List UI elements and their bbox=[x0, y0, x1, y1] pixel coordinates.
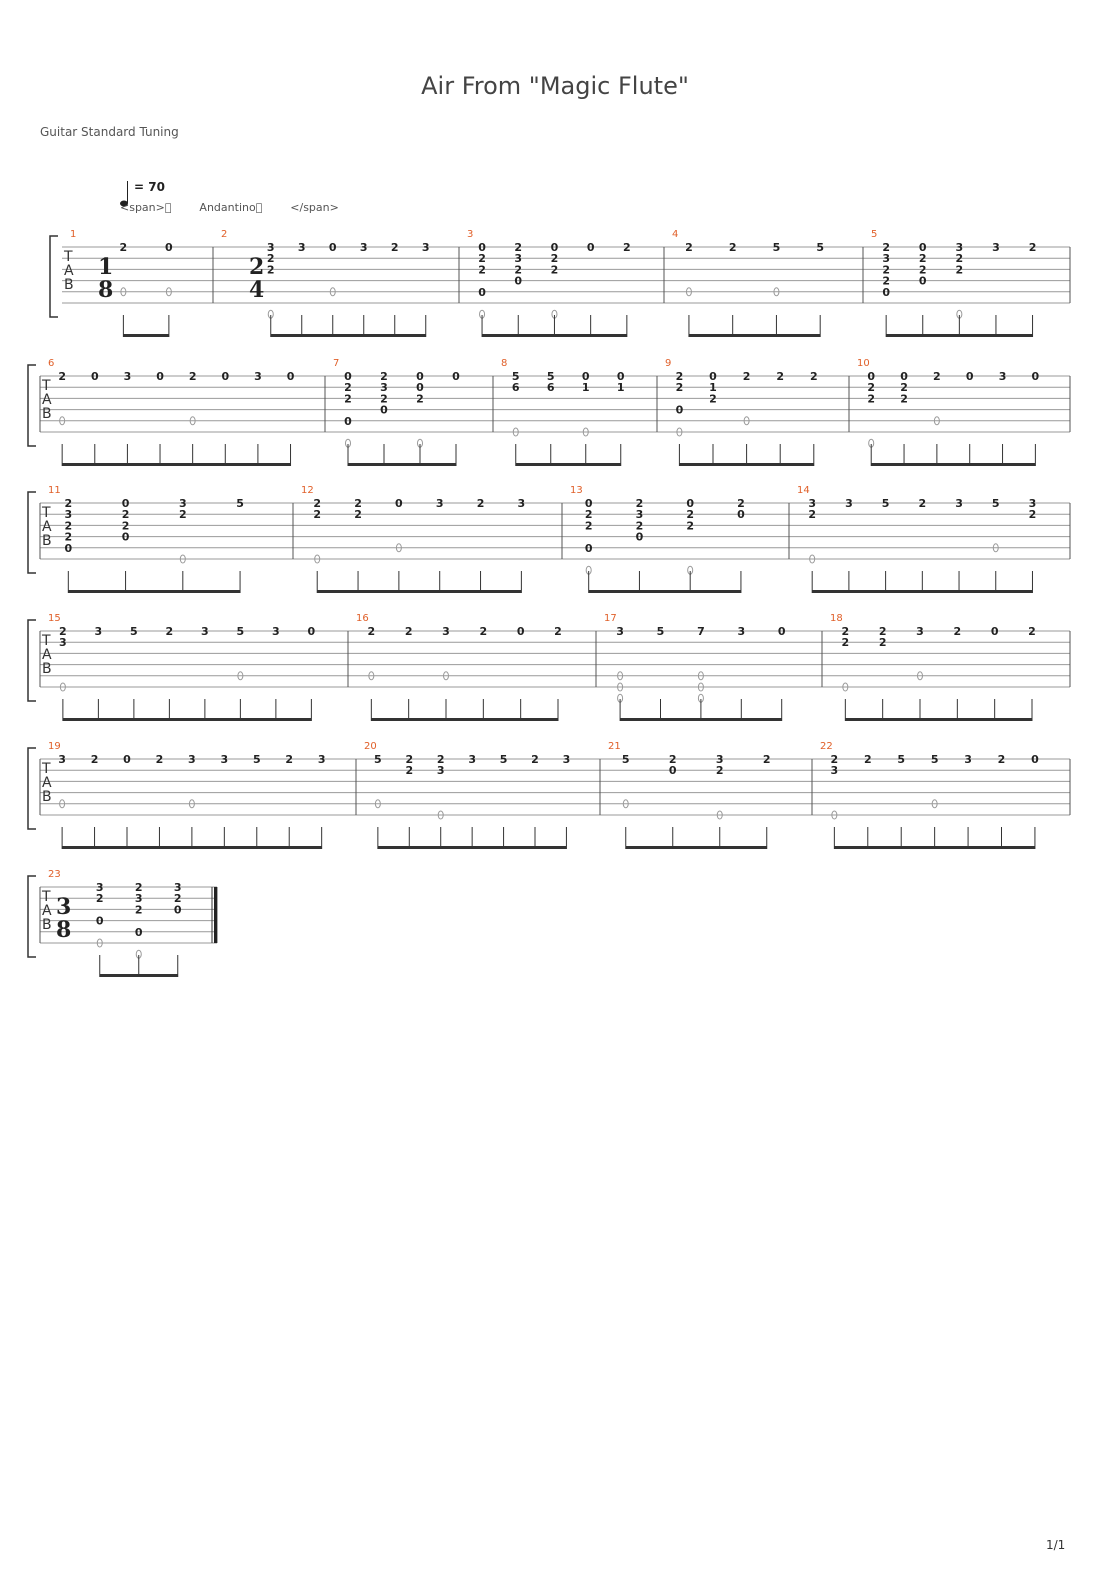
system-bracket bbox=[28, 620, 36, 701]
fret-number: 2 bbox=[808, 508, 817, 522]
fret-number: 3 bbox=[737, 625, 746, 638]
fret-number: 0 bbox=[156, 370, 164, 383]
note-beam bbox=[271, 334, 426, 337]
fret-number: 2 bbox=[686, 519, 695, 533]
measure-number: 20 bbox=[364, 741, 377, 752]
fret-number: 2 bbox=[59, 625, 67, 638]
fret-number: 2 bbox=[882, 263, 890, 277]
measure-number: 22 bbox=[820, 741, 833, 752]
fret-number: 3 bbox=[562, 753, 571, 766]
system-bracket bbox=[28, 748, 36, 829]
fret-number: 3 bbox=[201, 625, 209, 638]
fret-number: 2 bbox=[709, 392, 717, 406]
fret-number: 2 bbox=[863, 753, 872, 766]
fret-number: 0 bbox=[584, 497, 593, 510]
fret-number: 2 bbox=[685, 241, 693, 254]
tab-clef-letter: A bbox=[42, 903, 52, 919]
measure-number: 23 bbox=[48, 869, 61, 880]
measure-number: 1 bbox=[70, 229, 77, 240]
fret-number: 0 bbox=[581, 370, 590, 383]
fret-number: 2 bbox=[953, 625, 962, 638]
time-signature-bottom: 4 bbox=[249, 277, 265, 303]
fret-number: 0 bbox=[918, 274, 927, 288]
fret-number: 0 bbox=[675, 403, 684, 417]
measure-number: 5 bbox=[871, 229, 878, 240]
fret-number: 2 bbox=[436, 753, 445, 766]
fret-number: 0 bbox=[344, 414, 352, 428]
fret-number: 3 bbox=[964, 753, 972, 766]
fret-number: 3 bbox=[916, 625, 924, 638]
fret-number: 0 bbox=[1031, 370, 1040, 383]
fret-number: 2 bbox=[728, 241, 737, 254]
fret-number: 2 bbox=[830, 753, 839, 766]
fret-number: 1 bbox=[709, 381, 717, 395]
fret-number: 2 bbox=[134, 903, 143, 917]
fret-number: 0 bbox=[134, 925, 143, 939]
tab-clef-letter: T bbox=[42, 505, 51, 521]
fret-number: 2 bbox=[531, 753, 539, 766]
tab-clef-letter: T bbox=[42, 633, 51, 649]
fret-number: 0 bbox=[286, 370, 295, 383]
fret-number: 2 bbox=[266, 252, 275, 266]
tab-clef-letter: A bbox=[64, 263, 74, 279]
fret-number: 2 bbox=[933, 370, 941, 383]
fret-number: 0 bbox=[737, 508, 745, 522]
fret-number: 1 bbox=[616, 381, 625, 395]
fret-number: 3 bbox=[173, 881, 182, 894]
fret-number: 2 bbox=[997, 753, 1006, 766]
fret-number: 2 bbox=[554, 625, 562, 638]
system-bracket bbox=[28, 876, 36, 957]
time-signature-top: 1 bbox=[98, 254, 114, 280]
note-beam bbox=[317, 590, 521, 593]
fret-number: 1 bbox=[581, 381, 590, 395]
fret-number: 3 bbox=[380, 381, 388, 395]
fret-number: 3 bbox=[359, 241, 368, 254]
fret-number: 2 bbox=[404, 625, 413, 638]
fret-number: 0 bbox=[173, 903, 182, 917]
fret-number: 0 bbox=[328, 241, 337, 254]
fret-number: 2 bbox=[266, 263, 275, 277]
fret-number: 6 bbox=[511, 381, 520, 395]
fret-number: 0 bbox=[344, 370, 352, 383]
fret-number: 3 bbox=[254, 370, 262, 383]
tab-clef-letter: A bbox=[42, 775, 52, 791]
fret-number: 3 bbox=[59, 636, 67, 650]
fret-number: 2 bbox=[64, 497, 73, 510]
fret-number: 0 bbox=[777, 625, 786, 638]
fret-number: 0 bbox=[90, 370, 99, 383]
fret-number: 3 bbox=[715, 753, 724, 766]
fret-number: 2 bbox=[742, 370, 751, 383]
tab-clef-letter: B bbox=[42, 406, 52, 422]
fret-number: 5 bbox=[991, 497, 1000, 510]
note-beam bbox=[371, 718, 558, 721]
fret-number: 2 bbox=[344, 392, 352, 406]
measure-number: 3 bbox=[467, 229, 474, 240]
fret-number: 0 bbox=[121, 497, 130, 510]
fret-number: 0 bbox=[586, 241, 595, 254]
note-beam bbox=[834, 846, 1035, 849]
fret-number: 5 bbox=[816, 241, 825, 254]
fret-number: 3 bbox=[1028, 497, 1037, 510]
fret-number: 0 bbox=[121, 530, 130, 544]
measure-number: 12 bbox=[301, 485, 314, 496]
fret-number: 2 bbox=[1028, 241, 1037, 254]
page-number: 1/1 bbox=[1046, 1538, 1066, 1552]
note-beam bbox=[689, 334, 820, 337]
fret-number: 2 bbox=[479, 625, 488, 638]
fret-number: 3 bbox=[517, 497, 526, 510]
fret-number: 5 bbox=[130, 625, 138, 638]
fret-number: 3 bbox=[58, 753, 66, 766]
fret-number: 2 bbox=[867, 381, 876, 395]
fret-number: 2 bbox=[285, 753, 294, 766]
fret-number: 2 bbox=[550, 263, 559, 277]
fret-number: 2 bbox=[882, 241, 890, 254]
fret-number: 3 bbox=[616, 625, 624, 638]
fret-number: 3 bbox=[421, 241, 430, 254]
fret-number: 2 bbox=[918, 497, 927, 510]
fret-number: 2 bbox=[867, 392, 876, 406]
fret-number: 2 bbox=[715, 764, 724, 778]
measure-number: 7 bbox=[333, 358, 340, 369]
fret-number: 0 bbox=[452, 370, 460, 383]
note-beam bbox=[871, 463, 1035, 466]
fret-number: 3 bbox=[220, 753, 229, 766]
fret-number: 5 bbox=[252, 753, 261, 766]
fret-number: 2 bbox=[344, 381, 352, 395]
fret-number: 3 bbox=[435, 497, 444, 510]
fret-number: 5 bbox=[930, 753, 939, 766]
fret-number: 7 bbox=[697, 625, 705, 638]
fret-number: 2 bbox=[841, 636, 850, 650]
fret-number: 0 bbox=[478, 241, 486, 254]
note-beam bbox=[516, 463, 621, 466]
fret-number: 2 bbox=[380, 370, 388, 383]
measure-number: 15 bbox=[48, 613, 61, 624]
fret-number: 2 bbox=[476, 497, 485, 510]
fret-number: 2 bbox=[121, 519, 130, 533]
note-beam bbox=[812, 590, 1032, 593]
note-beam bbox=[620, 718, 782, 721]
fret-number: 3 bbox=[468, 753, 476, 766]
fret-number: 2 bbox=[737, 497, 745, 510]
fret-number: 3 bbox=[188, 753, 196, 766]
fret-number: 2 bbox=[635, 519, 644, 533]
fret-number: 2 bbox=[367, 625, 376, 638]
tab-clef-letter: A bbox=[42, 647, 52, 663]
fret-number: 2 bbox=[878, 636, 887, 650]
fret-number: 3 bbox=[830, 764, 839, 778]
fret-number: 2 bbox=[675, 370, 684, 383]
fret-number: 2 bbox=[478, 252, 486, 266]
fret-number: 2 bbox=[1028, 508, 1037, 522]
fret-number: 2 bbox=[478, 263, 486, 277]
fret-number: 2 bbox=[173, 892, 182, 906]
fret-number: 2 bbox=[178, 508, 187, 522]
fret-number: 0 bbox=[307, 625, 316, 638]
measure-number: 8 bbox=[501, 358, 508, 369]
fret-number: 5 bbox=[897, 753, 906, 766]
measure-number: 19 bbox=[48, 741, 61, 752]
fret-number: 0 bbox=[123, 753, 131, 766]
fret-number: 2 bbox=[354, 508, 362, 522]
note-beam bbox=[482, 334, 627, 337]
fret-number: 2 bbox=[188, 370, 197, 383]
fret-number: 2 bbox=[155, 753, 164, 766]
fret-number: 0 bbox=[900, 370, 908, 383]
fret-number: 0 bbox=[550, 241, 559, 254]
note-beam bbox=[886, 334, 1032, 337]
fret-number: 2 bbox=[313, 497, 322, 510]
note-beam bbox=[63, 718, 312, 721]
fret-number: 2 bbox=[841, 625, 850, 638]
fret-number: 2 bbox=[64, 519, 73, 533]
fret-number: 2 bbox=[550, 252, 559, 266]
fret-number: 2 bbox=[900, 392, 908, 406]
fret-number: 3 bbox=[134, 892, 143, 906]
fret-number: 2 bbox=[584, 519, 593, 533]
measure-number: 14 bbox=[797, 485, 810, 496]
tab-clef-letter: B bbox=[42, 533, 52, 549]
fret-number: 0 bbox=[1031, 753, 1039, 766]
fret-number: 3 bbox=[178, 497, 187, 510]
fret-number: 0 bbox=[95, 914, 104, 928]
measure-number: 18 bbox=[830, 613, 843, 624]
fret-number: 3 bbox=[297, 241, 306, 254]
fret-number: 2 bbox=[623, 241, 631, 254]
fret-number: 5 bbox=[511, 370, 520, 383]
fret-number: 3 bbox=[436, 764, 445, 778]
fret-number: 2 bbox=[668, 753, 677, 766]
fret-number: 0 bbox=[64, 541, 73, 555]
note-beam bbox=[68, 590, 240, 593]
fret-number: 0 bbox=[514, 274, 523, 288]
fret-number: 6 bbox=[546, 381, 555, 395]
fret-number: 2 bbox=[918, 252, 927, 266]
fret-number: 2 bbox=[165, 625, 174, 638]
tab-clef-letter: B bbox=[42, 661, 52, 677]
fret-number: 3 bbox=[635, 508, 644, 522]
fret-number: 2 bbox=[416, 392, 424, 406]
fret-number: 3 bbox=[95, 881, 104, 894]
fret-number: 2 bbox=[64, 530, 73, 544]
measure-number: 10 bbox=[857, 358, 870, 369]
measure-number: 6 bbox=[48, 358, 55, 369]
fret-number: 0 bbox=[165, 241, 173, 254]
fret-number: 0 bbox=[478, 285, 486, 299]
fret-number: 3 bbox=[272, 625, 280, 638]
fret-number: 2 bbox=[90, 753, 99, 766]
fret-number: 2 bbox=[878, 625, 887, 638]
song-title: Air From "Magic Flute" bbox=[421, 72, 689, 100]
fret-number: 0 bbox=[221, 370, 230, 383]
measure-number: 4 bbox=[672, 229, 679, 240]
fret-number: 3 bbox=[94, 625, 103, 638]
note-beam bbox=[626, 846, 767, 849]
note-beam bbox=[845, 718, 1032, 721]
fret-number: 2 bbox=[776, 370, 785, 383]
fret-number: 5 bbox=[236, 625, 245, 638]
fret-number: 3 bbox=[992, 241, 1000, 254]
tab-clef-letter: T bbox=[42, 889, 51, 905]
fret-number: 0 bbox=[380, 403, 388, 417]
fret-number: 2 bbox=[1028, 625, 1036, 638]
fret-number: 0 bbox=[516, 625, 525, 638]
measure-number: 9 bbox=[665, 358, 672, 369]
fret-number: 0 bbox=[635, 530, 644, 544]
fret-number: 2 bbox=[918, 263, 927, 277]
fret-number: 2 bbox=[635, 497, 644, 510]
fret-number: 5 bbox=[236, 497, 244, 510]
tab-clef-letter: B bbox=[42, 789, 52, 805]
fret-number: 2 bbox=[809, 370, 818, 383]
fret-number: 0 bbox=[867, 370, 876, 383]
fret-number: 3 bbox=[808, 497, 817, 510]
fret-number: 2 bbox=[955, 263, 964, 277]
fret-number: 2 bbox=[900, 381, 908, 395]
fret-number: 5 bbox=[374, 753, 382, 766]
fret-number: 2 bbox=[882, 274, 890, 288]
fret-number: 2 bbox=[584, 508, 593, 522]
fret-number: 5 bbox=[772, 241, 781, 254]
note-beam bbox=[348, 463, 456, 466]
fret-number: 3 bbox=[998, 370, 1007, 383]
fret-number: 2 bbox=[514, 263, 523, 277]
fret-number: 2 bbox=[390, 241, 399, 254]
note-beam bbox=[123, 334, 169, 337]
note-beam bbox=[100, 974, 178, 977]
measure-number: 17 bbox=[604, 613, 617, 624]
expression-marking: <span>  Andantino  </span> bbox=[120, 201, 339, 214]
fret-number: 5 bbox=[621, 753, 630, 766]
tab-clef-letter: T bbox=[64, 249, 73, 265]
tuning-label: Guitar Standard Tuning bbox=[40, 125, 179, 139]
fret-number: 2 bbox=[514, 241, 523, 254]
fret-number: 0 bbox=[990, 625, 999, 638]
fret-number: 2 bbox=[134, 881, 143, 894]
fret-number: 0 bbox=[395, 497, 403, 510]
fret-number: 3 bbox=[882, 252, 890, 266]
fret-number: 0 bbox=[668, 764, 677, 778]
system-bracket bbox=[28, 492, 36, 573]
time-signature-bottom: 8 bbox=[98, 277, 114, 303]
measure-number: 2 bbox=[221, 229, 228, 240]
tab-clef-letter: A bbox=[42, 519, 52, 535]
fret-number: 5 bbox=[499, 753, 508, 766]
fret-number: 0 bbox=[965, 370, 974, 383]
fret-number: 0 bbox=[918, 241, 927, 254]
tab-clef-letter: T bbox=[42, 761, 51, 777]
fret-number: 3 bbox=[64, 508, 73, 522]
fret-number: 2 bbox=[58, 370, 66, 383]
measure-number: 13 bbox=[570, 485, 583, 496]
final-barline bbox=[214, 887, 217, 943]
measure-number: 21 bbox=[608, 741, 621, 752]
fret-number: 5 bbox=[546, 370, 555, 383]
tab-clef-letter: A bbox=[42, 392, 52, 408]
fret-number: 2 bbox=[354, 497, 362, 510]
fret-number: 0 bbox=[416, 370, 424, 383]
fret-number: 5 bbox=[656, 625, 665, 638]
note-beam bbox=[679, 463, 813, 466]
fret-number: 3 bbox=[514, 252, 523, 266]
note-beam bbox=[62, 463, 290, 466]
fret-number: 2 bbox=[675, 381, 684, 395]
note-beam bbox=[378, 846, 567, 849]
note-beam bbox=[589, 590, 741, 593]
fret-number: 2 bbox=[955, 252, 964, 266]
fret-number: 0 bbox=[709, 370, 717, 383]
fret-number: 0 bbox=[584, 541, 593, 555]
fret-number: 3 bbox=[123, 370, 132, 383]
measure-number: 16 bbox=[356, 613, 369, 624]
fret-number: 2 bbox=[686, 508, 695, 522]
fret-number: 2 bbox=[762, 753, 771, 766]
fret-number: 2 bbox=[405, 764, 414, 778]
fret-number: 2 bbox=[380, 392, 388, 406]
fret-number: 2 bbox=[119, 241, 128, 254]
fret-number: 5 bbox=[881, 497, 890, 510]
fret-number: 3 bbox=[317, 753, 326, 766]
fret-number: 0 bbox=[416, 381, 424, 395]
fret-number: 3 bbox=[266, 241, 275, 254]
system-bracket bbox=[28, 365, 36, 446]
fret-number: 0 bbox=[616, 370, 625, 383]
fret-number: 3 bbox=[955, 497, 963, 510]
fret-number: 3 bbox=[442, 625, 450, 638]
time-signature-bottom: 8 bbox=[56, 917, 72, 943]
fret-number: 0 bbox=[686, 497, 695, 510]
time-signature-top: 3 bbox=[56, 894, 72, 920]
tempo-marking: = 70 bbox=[134, 180, 165, 194]
tab-clef-letter: T bbox=[42, 378, 51, 394]
system-bracket bbox=[50, 236, 58, 317]
fret-number: 0 bbox=[882, 285, 890, 299]
tab-clef-letter: B bbox=[42, 917, 52, 933]
fret-number: 2 bbox=[405, 753, 414, 766]
time-signature-top: 2 bbox=[249, 254, 265, 280]
fret-number: 2 bbox=[95, 892, 104, 906]
fret-number: 3 bbox=[845, 497, 853, 510]
fret-number: 3 bbox=[955, 241, 964, 254]
tab-clef-letter: B bbox=[64, 277, 74, 293]
fret-number: 2 bbox=[121, 508, 130, 522]
measure-number: 11 bbox=[48, 485, 61, 496]
fret-number: 2 bbox=[313, 508, 322, 522]
note-beam bbox=[62, 846, 322, 849]
